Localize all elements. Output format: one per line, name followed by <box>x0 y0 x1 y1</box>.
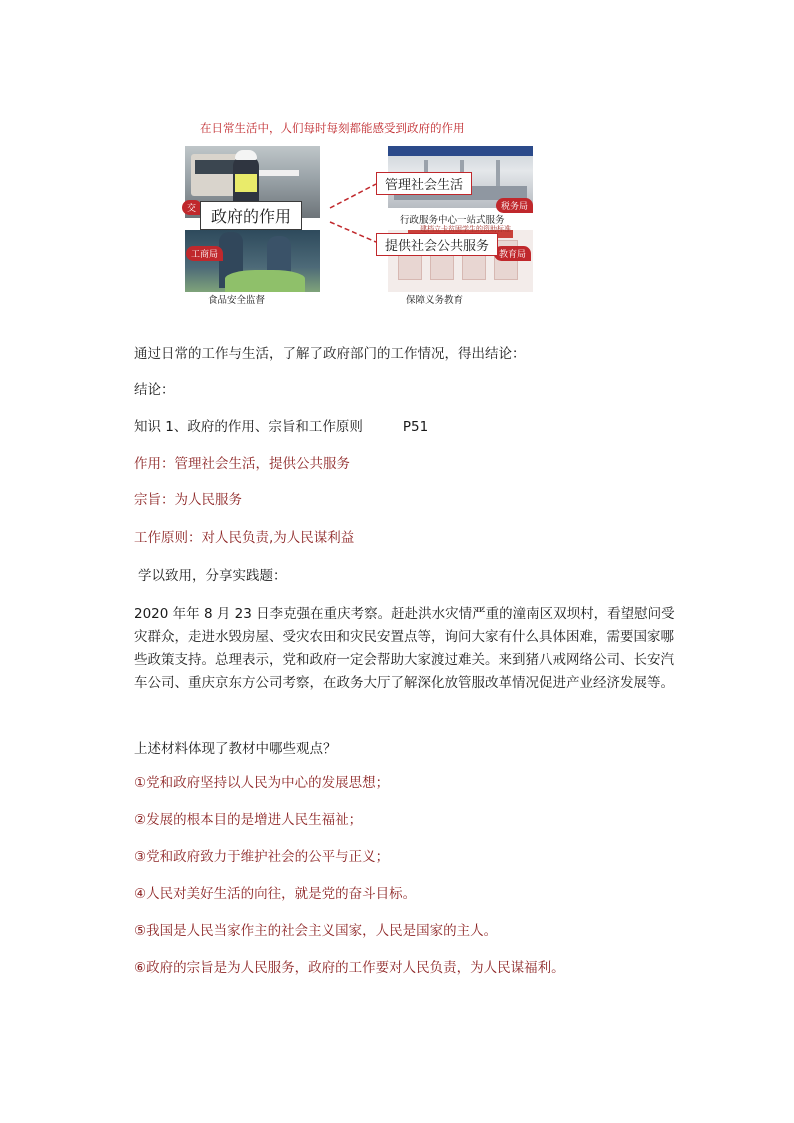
point-4: ④人民对美好生活的向往，就是党的奋斗目标。 <box>134 886 417 902</box>
point-6: ⑥政府的宗旨是为人民服务，政府的工作要对人民负责，为人民谋福利。 <box>134 960 565 976</box>
poster-strip-label: 建档立卡贫困学生的资助标准 <box>420 225 511 233</box>
point-2: ②发展的根本目的是增进人民生福祉； <box>134 812 363 828</box>
point-5: ⑤我国是人民当家作主的社会主义国家，人民是国家的主人。 <box>134 923 498 939</box>
knowledge-title <box>134 417 428 437</box>
role-text: 作用：管理社会生活，提供公共服务 <box>134 456 350 472</box>
connector-service <box>330 222 376 242</box>
figure-caption: 在日常生活中，人们每时每刻都能感受到政府的作用 <box>200 121 465 135</box>
material-paragraph: 2020 年年 8 月 23 日李克强在重庆考察。赶赴洪水灾情严重的潼南区双坝村，看望慰问受灾群众，走进水毁房屋、受灾农田和灾民安置点等，询问大家有什么具体困难，需要国家哪些政策支持。总理表示，党和政府一定会帮助大家渡过难关。来到猪八戒网络公司、长安汽车公司、重庆京东方公司考察，在政务大厅了解深化放管服改革情况促进产业经济发展等。 <box>134 606 675 691</box>
purpose-text: 宗旨：为人民服务 <box>134 492 242 508</box>
tax-bureau-tag: 税务局 <box>496 198 533 213</box>
food-safety-label: 食品安全监督 <box>208 295 266 306</box>
conclusion-label: 结论： <box>134 382 175 398</box>
traffic-tag: 交 <box>182 200 202 215</box>
intro-text: 通过日常的工作与生活，了解了政府部门的工作情况，得出结论： <box>134 346 526 362</box>
manage-social-life-box: 管理社会生活 <box>376 172 472 195</box>
point-3: ③党和政府致力于维护社会的公平与正义； <box>134 849 390 865</box>
public-service-box: 提供社会公共服务 <box>376 233 498 256</box>
point-1: ①党和政府坚持以人民为中心的发展思想； <box>134 775 390 791</box>
practice-title: 学以致用，分享实践题： <box>138 568 287 584</box>
knowledge-title-text: 知识 1、政府的作用、宗旨和工作原则 <box>134 419 363 435</box>
education-bureau-tag: 教育局 <box>494 246 531 261</box>
principle-text: 工作原则：对人民负责,为人民谋利益 <box>134 530 355 546</box>
service-center-label: 行政服务中心一站式服务 <box>400 215 505 226</box>
industry-commerce-tag: 工商局 <box>186 246 223 261</box>
government-role-box: 政府的作用 <box>200 201 302 230</box>
connector-management <box>330 184 376 208</box>
question-text: 上述材料体现了教材中哪些观点？ <box>134 741 337 757</box>
page-reference: P51 <box>402 419 429 435</box>
government-role-figure <box>180 118 550 308</box>
compulsory-education-label: 保障义务教育 <box>406 295 464 306</box>
